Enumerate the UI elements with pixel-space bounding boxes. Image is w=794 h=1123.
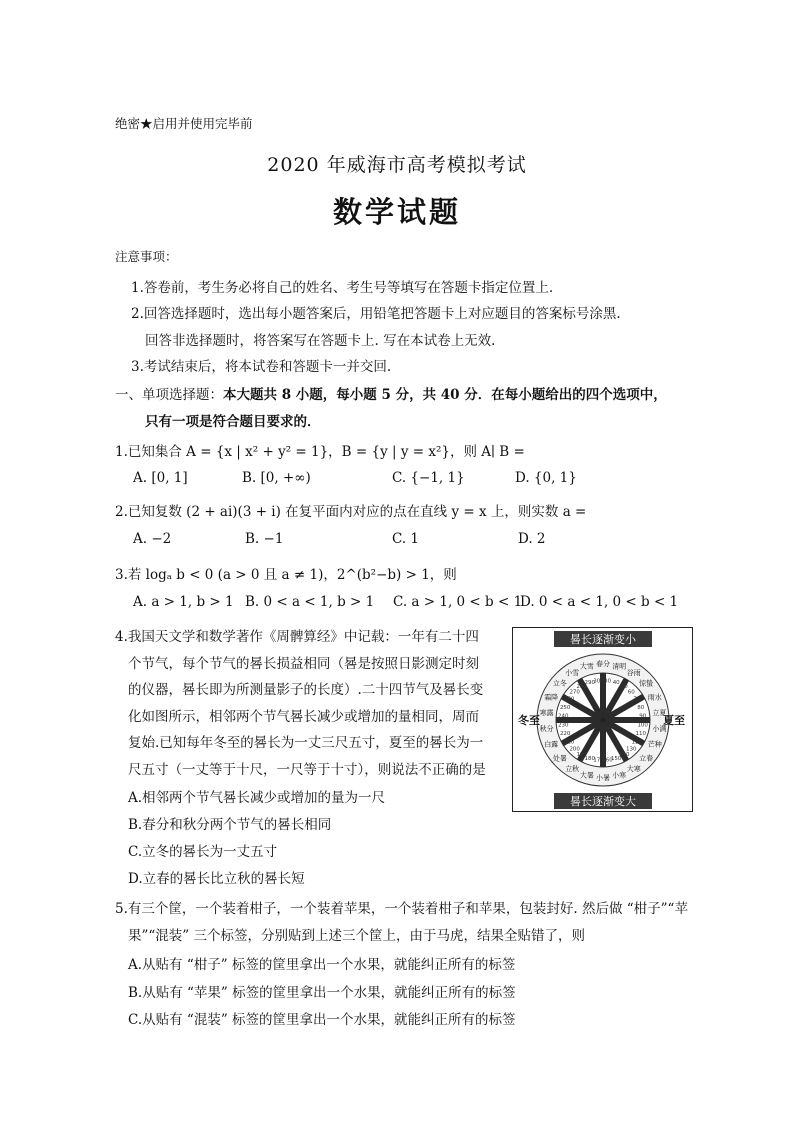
gnomon-length-label: 290 <box>584 680 596 687</box>
gnomon-length-label: 240 <box>558 713 569 720</box>
question-1-stem: 1.已知集合 A = {x | x² + y² = 1}，B = {y | y = x²}，则 A∣ B = <box>115 444 525 460</box>
gnomon-length-label: 40 <box>612 680 620 687</box>
gnomon-length-label: 50 <box>620 684 628 691</box>
solar-term-label: 白露 <box>544 740 559 749</box>
note-item: 2.回答选择题时，选出每小题答案后，用铅笔把答题卡上对应题目的答案标号涂黑. <box>131 306 621 322</box>
gnomon-length-label: 150 <box>610 755 622 762</box>
solar-term-label: 立春 <box>639 754 654 763</box>
question-3-stem: 3.若 logₐ b < 0 (a > 0 且 a ≠ 1)，2^(b²−b) > 1，则 <box>115 567 457 583</box>
solar-term-label: 霜降 <box>544 693 559 702</box>
question-1-option-d: D. {0, 1} <box>515 470 577 486</box>
solar-term-label: 大暑 <box>579 771 594 780</box>
question-4-option-c: C.立冬的晷长为一丈五寸 <box>128 844 278 860</box>
gnomon-length-label: 120 <box>631 739 643 746</box>
question-2-option-d: D. 2 <box>518 531 546 547</box>
solar-term-label: 雨水 <box>647 693 662 702</box>
gnomon-length-label: 230 <box>558 722 569 729</box>
section-heading <box>115 383 667 403</box>
question-5-option-b: B.从贴有 “苹果” 标签的筐里拿出一个水果，就能纠正所有的标签 <box>128 985 516 1001</box>
question-4-line: 个节气，每个节气的晷长损益相同（晷是按照日影测定时刻 <box>128 656 479 672</box>
gnomon-length-label: 100 <box>637 722 648 729</box>
note-item: 3.考试结束后，将本试卷和答题卡一并交回. <box>131 359 392 375</box>
notes-heading: 注意事项： <box>115 249 178 264</box>
gnomon-length-label: 200 <box>569 746 580 753</box>
summer-solstice-label: 夏至 <box>663 714 685 727</box>
gnomon-length-label: 270 <box>569 689 580 696</box>
solar-term-label: 小寒 <box>612 771 627 780</box>
question-1-option-a: A. [0, 1] <box>133 470 188 486</box>
gnomon-length-label: 140 <box>619 751 630 758</box>
question-5-line: 果”“混装” 三个标签，分别贴到上述三个筐上，由于马虎，结果全贴错了，则 <box>128 928 585 944</box>
question-2-option-b: B. −1 <box>245 531 284 547</box>
note-item: 1.答卷前，考生务必将自己的姓名、考生号等填写在答题卡指定位置上. <box>131 280 554 296</box>
question-4-line: 复始.已知每年冬至的晷长为一丈三尺五寸，夏至的晷长为一 <box>128 735 484 751</box>
question-4-option-b: B.春分和秋分两个节气的晷长相同 <box>128 817 332 833</box>
question-5-option-a: A.从贴有 “柑子” 标签的筐里拿出一个水果，就能纠正所有的标签 <box>128 957 516 973</box>
gnomon-length-label: 210 <box>563 739 575 746</box>
section-desc: 本大题共 8 小题，每小题 5 分，共 40 分．在每小题给出的四个选项中， <box>223 387 667 403</box>
gnomon-length-label: 30 <box>604 678 611 685</box>
gnomon-length-label: 110 <box>635 731 647 738</box>
solar-term-label: 处暑 <box>552 754 567 763</box>
solar-term-label: 惊蛰 <box>639 679 654 688</box>
top-banner-label: 晷长逐渐变小 <box>570 633 636 646</box>
solar-term-label: 小满 <box>652 725 667 734</box>
gnomon-length-label: 170 <box>593 757 604 764</box>
question-4-option-d: D.立春的晷长比立秋的晷长短 <box>128 871 305 887</box>
gnomon-length-label: 90 <box>639 713 647 720</box>
subject-title: 数学试题 <box>332 195 461 229</box>
question-3-option-a: A. a > 1, b > 1 <box>133 594 234 610</box>
solar-term-label: 芒种 <box>647 740 662 749</box>
solar-term-label: 立冬 <box>552 679 567 688</box>
gnomon-length-label: 180 <box>584 755 596 762</box>
solar-term-label: 谷雨 <box>626 669 641 677</box>
question-2-option-c: C. 1 <box>392 531 420 547</box>
confidential-notice: 绝密★启用并使用完毕前 <box>115 116 253 131</box>
center-dot <box>601 718 606 723</box>
solar-term-label: 春分 <box>596 660 610 668</box>
note-item: 回答非选择题时，将答案写在答题卡上. 写在本试卷上无效. <box>145 333 496 349</box>
solar-term-label: 立秋 <box>565 765 580 773</box>
section-desc-cont: 只有一项是符合题目要求的． <box>145 414 321 430</box>
question-3-option-c: C. a > 1, 0 < b < 1 <box>393 594 523 610</box>
winter-solstice-label: 冬至 <box>518 714 540 727</box>
question-2-stem: 2.已知复数 (2 + ai)(3 + i) 在复平面内对应的点在直线 y = x 上，则实数 a = <box>115 504 587 520</box>
section-label: 一、单项选择题： <box>115 387 223 403</box>
gnomon-length-label: 280 <box>576 684 587 691</box>
question-1-option-b: B. [0, +∞) <box>242 470 311 486</box>
solar-term-label: 清明 <box>612 662 627 671</box>
gnomon-length-label: 190 <box>576 751 587 758</box>
question-4-line: 的仪器，晷长即为所测量影子的长度）.二十四节气及晷长变 <box>128 682 484 698</box>
gnomon-length-label: 80 <box>637 704 645 711</box>
exam-title: 2020 年威海市高考模拟考试 <box>267 154 527 176</box>
gnomon-length-label: 260 <box>563 696 575 703</box>
solar-term-label: 大雪 <box>579 662 594 671</box>
question-2-option-a: A. −2 <box>133 531 172 547</box>
gnomon-length-label: 130 <box>626 746 637 753</box>
solar-term-label: 寒露 <box>539 708 554 717</box>
gnomon-length-label: 60 <box>627 689 635 696</box>
question-4-line: 4.我国天文学和数学著作《周髀算经》中记载：一年有二十四 <box>115 629 479 645</box>
question-1-option-c: C. {−1, 1} <box>392 470 465 486</box>
solar-term-label: 大寒 <box>626 765 641 773</box>
solar-term-label: 立夏 <box>652 708 667 717</box>
gnomon-length-label: 70 <box>633 696 641 703</box>
question-3-option-b: B. 0 < a < 1, b > 1 <box>245 594 375 610</box>
gnomon-length-label: 160 <box>602 757 613 764</box>
gnomon-length-label: 220 <box>559 731 571 738</box>
gnomon-length-label: 250 <box>559 704 571 711</box>
question-5-line: 5.有三个筐，一个装着柑子，一个装着苹果，一个装着柑子和苹果，包装封好. 然后做 “柑子”“苹 <box>115 901 688 917</box>
solar-term-label: 秋分 <box>539 725 554 734</box>
gnomon-length-label: 300 <box>593 678 604 685</box>
solar-term-label: 小雪 <box>565 669 580 677</box>
question-4-line: 化如图所示，相邻两个节气晷长减少或增加的量相同，周而 <box>128 709 479 725</box>
question-5-option-c: C.从贴有 “混装” 标签的筐里拿出一个水果，就能纠正所有的标签 <box>128 1012 516 1028</box>
question-3-option-d: D. 0 < a < 1, 0 < b < 1 <box>520 594 679 610</box>
question-4-option-a: A.相邻两个节气晷长减少或增加的量为一尺 <box>128 790 386 806</box>
sundial-figure <box>512 627 693 812</box>
solar-term-label: 小暑 <box>596 774 610 782</box>
bottom-banner-label: 晷长逐渐变大 <box>570 795 636 808</box>
question-4-line: 尺五寸（一丈等于十尺，一尺等于十寸），则说法不正确的是 <box>128 762 486 778</box>
